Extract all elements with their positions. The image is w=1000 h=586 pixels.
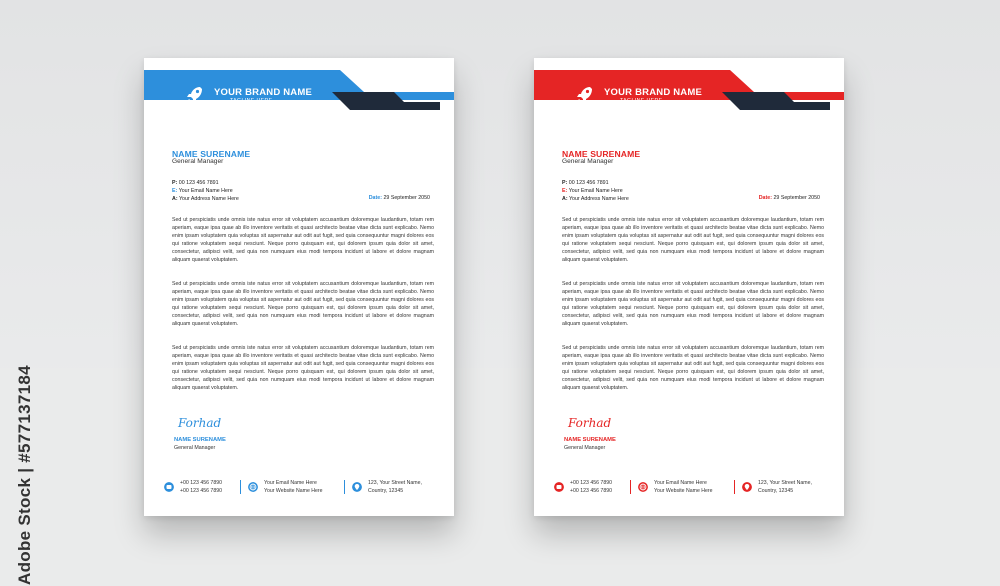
stock-watermark-text: Adobe Stock | #577137184 bbox=[15, 365, 34, 585]
signature-name: NAME SURENAME bbox=[564, 437, 616, 443]
footer-website: Your Website Name Here bbox=[264, 487, 323, 494]
contact-address bbox=[172, 196, 239, 202]
footer-website: Your Website Name Here bbox=[654, 487, 713, 494]
address-value: Your Address Name Here bbox=[178, 196, 239, 202]
brand-tagline: TAGLINE HERE bbox=[230, 98, 273, 104]
letter-date bbox=[759, 195, 820, 201]
brand-name: YOUR BRAND NAME bbox=[214, 87, 312, 98]
contact-address bbox=[562, 196, 629, 202]
email-label: E: bbox=[562, 188, 568, 194]
contact-email bbox=[172, 188, 233, 194]
date-value: 29 September 2050 bbox=[773, 195, 820, 201]
globe-icon bbox=[248, 482, 258, 492]
contact-phone bbox=[562, 180, 609, 186]
date-label: Date: bbox=[758, 195, 772, 201]
contact-phone bbox=[172, 180, 219, 186]
globe-icon bbox=[638, 482, 648, 492]
footer-email: Your Email Name Here bbox=[654, 480, 707, 486]
letterhead-red bbox=[534, 58, 844, 516]
sender-name: NAME SURENAME bbox=[172, 149, 251, 159]
phone-value: 00 123 456 7891 bbox=[568, 180, 609, 186]
email-value: Your Email Name Here bbox=[568, 188, 623, 194]
footer bbox=[554, 478, 824, 500]
signature-name: NAME SURENAME bbox=[174, 437, 226, 443]
address-label: A: bbox=[172, 196, 178, 202]
footer-country: Country, 12345 bbox=[368, 487, 404, 494]
phone-label: P: bbox=[172, 180, 178, 186]
body-paragraph: Sed ut perspiciatis unde omnis iste natus error sit voluptatem accusantium doloremque laudantium, totam rem aperiam, eaque ipsa quae ab illo inventore veritatis et quasi architecto beatae vitae dicta sunt explicabo. Nemo enim ipsam voluptatem quia voluptas sit aspernatur aut odit aut fugit, sed quia consequuntur magni dolores eos qui ratione voluptatem sequi nesciunt. Neque porro quisquam est, qui dolorem ipsum quia dolor sit amet, consectetur, adipisci velit, sed quia non numquam eius modi tempora incidunt ut labore et dolore magnam aliquam quaerat voluptatem. bbox=[172, 217, 434, 264]
date-label: Date: bbox=[368, 195, 382, 201]
rocket-icon bbox=[575, 84, 595, 104]
letter-date bbox=[369, 195, 430, 201]
phone-icon bbox=[554, 482, 564, 492]
sender-role: General Manager bbox=[172, 158, 224, 165]
footer bbox=[164, 478, 434, 500]
signature-role: General Manager bbox=[564, 445, 606, 451]
signature: Forhad bbox=[568, 416, 612, 430]
phone-label: P: bbox=[562, 180, 568, 186]
phone-value: 00 123 456 7891 bbox=[178, 180, 219, 186]
location-pin-icon bbox=[742, 482, 752, 492]
footer-phone-1: +00 123 456 7890 bbox=[570, 480, 612, 486]
footer-divider bbox=[734, 480, 735, 494]
signature-role: General Manager bbox=[174, 445, 216, 451]
sender-name: NAME SURENAME bbox=[562, 149, 641, 159]
contact-email bbox=[562, 188, 623, 194]
sender-role: General Manager bbox=[562, 158, 614, 165]
rocket-icon bbox=[185, 84, 205, 104]
body-paragraph: Sed ut perspiciatis unde omnis iste natus error sit voluptatem accusantium doloremque laudantium, totam rem aperiam, eaque ipsa quae ab illo inventore veritatis et quasi architecto beatae vitae dicta sunt explicabo. Nemo enim ipsam voluptatem quia voluptas sit aspernatur aut odit aut fugit, sed quia consequuntur magni dolores eos qui ratione voluptatem sequi nesciunt. Neque porro quisquam est, qui dolorem ipsum quia dolor sit amet, consectetur, adipisci velit, sed quia non numquam eius modi tempora incidunt ut labore et dolore magnam aliquam quaerat voluptatem. bbox=[562, 345, 824, 392]
footer-street: 123, Your Street Name, bbox=[758, 480, 812, 486]
footer-street: 123, Your Street Name, bbox=[368, 480, 422, 486]
body-paragraph: Sed ut perspiciatis unde omnis iste natus error sit voluptatem accusantium doloremque laudantium, totam rem aperiam, eaque ipsa quae ab illo inventore veritatis et quasi architecto beatae vitae dicta sunt explicabo. Nemo enim ipsam voluptatem quia voluptas sit aspernatur aut odit aut fugit, sed quia consequuntur magni dolores eos qui ratione voluptatem sequi nesciunt. Neque porro quisquam est, qui dolorem ipsum quia dolor sit amet, consectetur, adipisci velit, sed quia non numquam eius modi tempora incidunt ut labore et dolore magnam aliquam quaerat voluptatem. bbox=[172, 345, 434, 392]
footer-phone-1: +00 123 456 7890 bbox=[180, 480, 222, 486]
address-label: A: bbox=[562, 196, 568, 202]
letterhead-blue bbox=[144, 58, 454, 516]
footer-phone-2: +00 123 456 7890 bbox=[180, 487, 222, 494]
brand-tagline: TAGLINE HERE bbox=[620, 98, 663, 104]
footer-divider bbox=[240, 480, 241, 494]
brand-name: YOUR BRAND NAME bbox=[604, 87, 702, 98]
body-paragraph: Sed ut perspiciatis unde omnis iste natus error sit voluptatem accusantium doloremque laudantium, totam rem aperiam, eaque ipsa quae ab illo inventore veritatis et quasi architecto beatae vitae dicta sunt explicabo. Nemo enim ipsam voluptatem quia voluptas sit aspernatur aut odit aut fugit, sed quia consequuntur magni dolores eos qui ratione voluptatem sequi nesciunt. Neque porro quisquam est, qui dolorem ipsum quia dolor sit amet, consectetur, adipisci velit, sed quia non numquam eius modi tempora incidunt ut labore et dolore magnam aliquam quaerat voluptatem. bbox=[562, 217, 824, 264]
address-value: Your Address Name Here bbox=[568, 196, 629, 202]
email-value: Your Email Name Here bbox=[178, 188, 233, 194]
date-value: 29 September 2050 bbox=[383, 195, 430, 201]
phone-icon bbox=[164, 482, 174, 492]
footer-country: Country, 12345 bbox=[758, 487, 794, 494]
stock-watermark bbox=[4, 355, 34, 585]
footer-divider bbox=[630, 480, 631, 494]
footer-divider bbox=[344, 480, 345, 494]
footer-phone-2: +00 123 456 7890 bbox=[570, 487, 612, 494]
email-label: E: bbox=[172, 188, 178, 194]
body-paragraph: Sed ut perspiciatis unde omnis iste natus error sit voluptatem accusantium doloremque laudantium, totam rem aperiam, eaque ipsa quae ab illo inventore veritatis et quasi architecto beatae vitae dicta sunt explicabo. Nemo enim ipsam voluptatem quia voluptas sit aspernatur aut odit aut fugit, sed quia consequuntur magni dolores eos qui ratione voluptatem sequi nesciunt. Neque porro quisquam est, qui dolorem ipsum quia dolor sit amet, consectetur, adipisci velit, sed quia non numquam eius modi tempora incidunt ut labore et dolore magnam aliquam quaerat voluptatem. bbox=[562, 281, 824, 328]
location-pin-icon bbox=[352, 482, 362, 492]
footer-email: Your Email Name Here bbox=[264, 480, 317, 486]
body-paragraph: Sed ut perspiciatis unde omnis iste natus error sit voluptatem accusantium doloremque laudantium, totam rem aperiam, eaque ipsa quae ab illo inventore veritatis et quasi architecto beatae vitae dicta sunt explicabo. Nemo enim ipsam voluptatem quia voluptas sit aspernatur aut odit aut fugit, sed quia consequuntur magni dolores eos qui ratione voluptatem sequi nesciunt. Neque porro quisquam est, qui dolorem ipsum quia dolor sit amet, consectetur, adipisci velit, sed quia non numquam eius modi tempora incidunt ut labore et dolore magnam aliquam quaerat voluptatem. bbox=[172, 281, 434, 328]
signature: Forhad bbox=[178, 416, 222, 430]
